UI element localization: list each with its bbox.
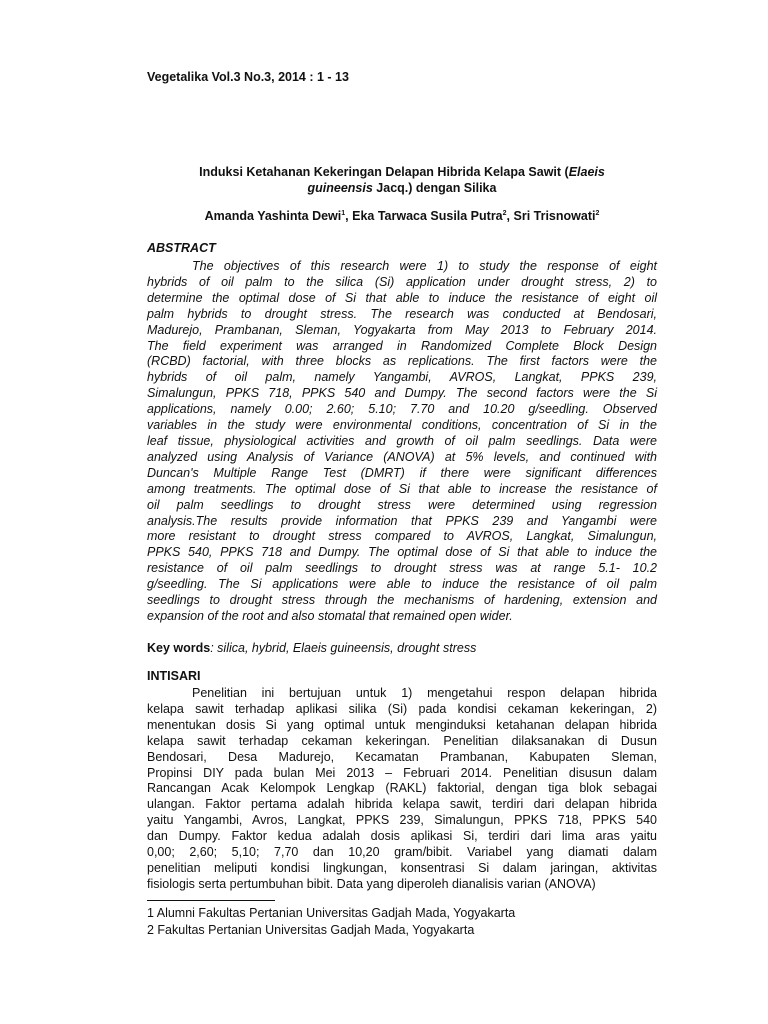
abstract-line: Madurejo, Prambanan, Sleman, Yogyakarta from May 2013 to February 2014. [147,322,657,337]
abstract-line: Duncan's Multiple Range Test (DMRT) if there were significant differences [147,465,657,480]
abstract-line: (RCBD) factorial, with three blocks as replications. The first factors were the [147,354,657,369]
paper-title [147,164,657,196]
title-line-2 [147,180,657,196]
author-1-affiliation: 1 [341,209,346,217]
intisari-heading: INTISARI [147,669,201,683]
intisari-line: dan Dumpy. Faktor kedua adalah dosis aplikasi Si, terdiri dari lima aras yaitu [147,829,657,844]
intisari-line: yaitu Yangambi, Avros, Langkat, PPKS 239, Simalungun, PPKS 718, PPKS 540 [147,813,657,828]
abstract-line: more resistant to drought stress compared to AVROS, Langkat, Simalungun, [147,529,657,544]
keywords [147,641,476,655]
intisari-line: Penelitian ini bertujuan untuk 1) mengetahui respon delapan hibrida [192,686,657,700]
intisari-body [147,686,657,893]
abstract-line: expansion of the root and also stomatal that remained open wider. [147,608,513,623]
keywords-label: Key words [147,641,211,655]
author-2: , Eka Tarwaca Susila Putra [345,209,503,223]
abstract-line: The field experiment was arranged in Randomized Complete Block Design [147,338,657,353]
author-3: , Sri Trisnowati [506,209,596,223]
abstract-line: oil palm seedlings to drought stress were determined using regression [147,497,657,512]
intisari-line: fisiologis serta pertumbuhan bibit. Data yang diperoleh dianalisis varian (ANOVA) [147,876,596,891]
title-italic-2: guineensis [307,181,373,195]
abstract-line: analysis.The results provide information that PPKS 239 and Yangambi were [147,513,657,528]
intisari-line: menentukan dosis Si yang optimal untuk menginduksi ketahanan delapan hibrida [147,717,657,732]
abstract-line: palm hybrids to drought stress. The research was conducted at Bendosari, [147,306,657,321]
author-list [147,209,657,223]
intisari-line: Rancangan Acak Kelompok Lengkap (RAKL) faktorial, dengan tiga blok sebagai [147,781,657,796]
abstract-line: seedlings to drought stress through the mechanisms of hardening, extension and [147,593,657,608]
intisari-line: 0,00; 2,60; 5,10; 7,70 dan 10,20 gram/bibit. Variabel yang diamati dalam [147,845,657,860]
intisari-line: penelitian meliputi kondisi lingkungan, konsentrasi Si dalam jaringan, aktivitas [147,860,657,875]
title-text-2: Jacq.) dengan Silika [372,181,497,195]
abstract-line: g/seedling. The Si applications were able to induce the resistance of oil palm [147,577,657,592]
abstract-line: The objectives of this research were 1) to study the response of eight [192,259,657,273]
keywords-text: : silica, hybrid, Elaeis guineensis, drought stress [210,641,477,655]
footnote-1: 1 Alumni Fakultas Pertanian Universitas Gadjah Mada, Yogyakarta [147,906,516,920]
abstract-line: variables in the study were environmental conditions, concentration of Si in the [147,418,657,433]
intisari-line: Bendosari, Desa Madurejo, Kecamatan Prambanan, Kabupaten Sleman, [147,749,657,764]
abstract-line: Simalungun, PPKS 718, PPKS 540 and Dumpy. The second factors were the Si [147,386,657,401]
intisari-line: kelapa sawit terhadap cekaman kekeringan. Penelitian dilaksanakan di Dusun [147,733,657,748]
abstract-line: PPKS 540, PPKS 718 and Dumpy. The optimal dose of Si that able to induce the [147,545,657,560]
abstract-line: determine the optimal dose of Si that able to induce the resistance of eight oil [147,290,657,305]
title-text-1: Induksi Ketahanan Kekeringan Delapan Hibrida Kelapa Sawit ( [199,165,569,179]
footnote-divider [147,900,275,901]
author-3-affiliation: 2 [595,209,600,217]
intisari-line: kelapa sawit terhadap aplikasi silika (Si) pada kondisi cekaman kekeringan, 2) [147,701,657,716]
author-1: Amanda Yashinta Dewi [204,209,342,223]
abstract-line: hybrids of oil palm to the silica (Si) application under drought stress, 2) to [147,274,657,289]
abstract-line: resistance of oil palm seedlings to drought stress was at range 5.1- 10.2 [147,561,657,576]
abstract-line: analyzed using Analysis of Variance (ANOVA) at 5% levels, and continued with [147,449,657,464]
journal-header: Vegetalika Vol.3 No.3, 2014 : 1 - 13 [147,70,349,84]
intisari-line: ulangan. Faktor pertama adalah hibrida kelapa sawit, terdiri dari delapan hibrida [147,797,657,812]
abstract-line: hybrids of oil palm, namely Yangambi, AVROS, Langkat, PPKS 239, [147,370,657,385]
title-italic-1: Elaeis [568,165,605,179]
abstract-line: applications, namely 0.00; 2.60; 5.10; 7.70 and 10.20 g/seedling. Observed [147,402,657,417]
abstract-heading: ABSTRACT [147,241,216,255]
title-line-1 [147,164,657,180]
footnote-2: 2 Fakultas Pertanian Universitas Gadjah Mada, Yogyakarta [147,923,475,937]
author-2-affiliation: 2 [502,209,507,217]
abstract-line: among treatments. The optimal dose of Si that able to increase the resistance of [147,481,657,496]
abstract-line: leaf tissue, physiological activities and growth of oil palm seedlings. Data were [147,433,657,448]
abstract-body [147,259,657,625]
intisari-line: Propinsi DIY pada bulan Mei 2013 – Februari 2014. Penelitian disusun dalam [147,765,657,780]
